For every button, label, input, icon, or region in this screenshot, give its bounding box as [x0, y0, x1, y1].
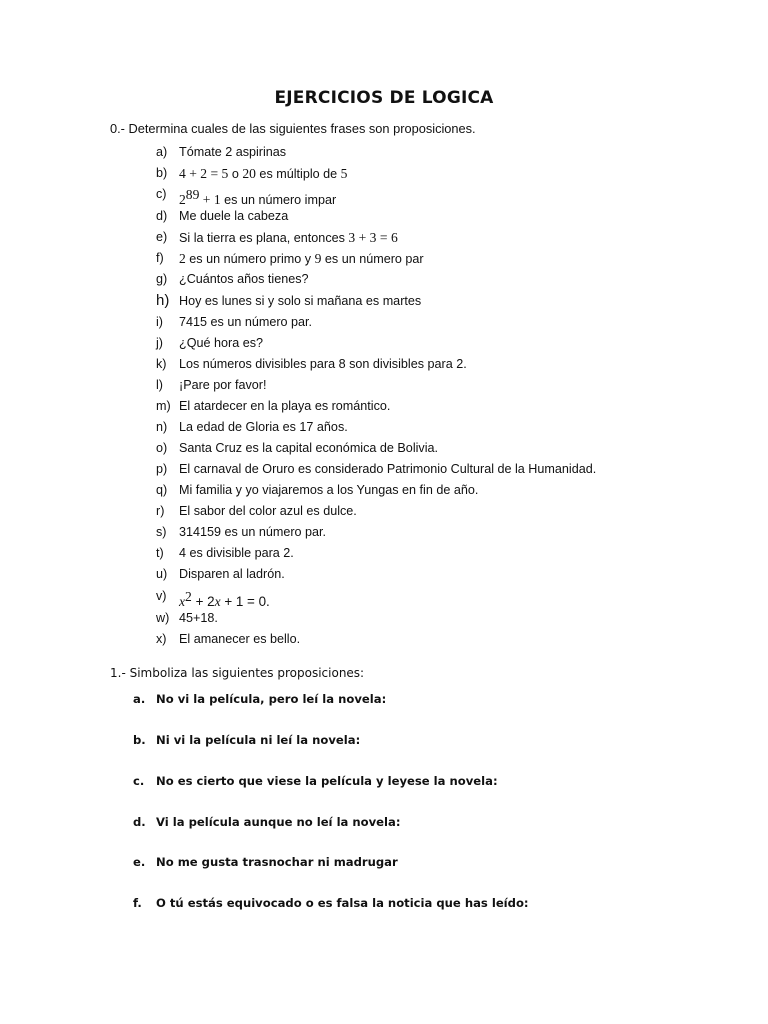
- list-item: w) 45+18.: [156, 611, 218, 625]
- document-page: EJERCICIOS DE LOGICA 0.- Determina cuales de las siguientes frases son proposiciones. a) Tómate 2 aspirinas b) 4 + 2 = 5 o 20 es múltiplo de 5 c) $2^{89} + 1$ es un número impar d) Me duele la cabeza e) Si la tierra es plana, entonces 3 + 3 = 6 f) 2 es un número primo y 9 es un número par g) ¿Cuántos años tienes? h) Hoy es lunes si y solo si mañana es martes i) 7415 es un número par. j) ¿Qué hora es? k) Los números divisibles para 8 son divisibles para 2. l) ¡Pare por favor! m) El atardecer en la playa es romántico. n) La edad de Gloria es 17 años. o) Santa Cruz es la capital económica de Bolivia. p) El carnaval de Oruro es considerado Patrimonio Cultural de la Humanidad. q) Mi familia y yo viajaremos a los Yungas en fin de año. r) El sabor del color azul es dulce. s) 314159 es un número par. t) 4 es divisible para 2. u) Disparen al ladrón. v) $x^2 + 2x + 1 = 0$. w) 45+18. x) El amanecer es bello. 1.- Simboliza las siguientes proposiciones: a. No vi la película, pero leí la novela: b. Ni vi la película ni leí la novela: c. No es cierto que viese la película y leyese la novela: d. Vi la película aunque no leí la novela: e. No me gusta trasnochar ni madrugar f. O tú estás equivocado o es falsa la noticia que has leído:: [0, 0, 768, 1024]
- section-1-prompt: 1.- Simboliza las siguientes proposiciones:: [110, 666, 365, 680]
- list-item: l) ¡Pare por favor!: [156, 378, 267, 392]
- list-item: c) $2^{89} + 1$ es un número impar: [156, 187, 337, 207]
- list-item: r) El sabor del color azul es dulce.: [156, 504, 357, 518]
- list-item: g) ¿Cuántos años tienes?: [156, 272, 309, 286]
- section-0-prompt: 0.- Determina cuales de las siguientes frases son proposiciones.: [110, 121, 476, 136]
- list-item: v) $x^2 + 2x + 1 = 0$.: [156, 589, 270, 609]
- list-item: m) El atardecer en la playa es romántico.: [156, 399, 391, 413]
- list-item: a) Tómate 2 aspirinas: [156, 145, 287, 159]
- list-item: n) La edad de Gloria es 17 años.: [156, 420, 348, 434]
- list-item: i) 7415 es un número par.: [156, 315, 313, 329]
- list-item: p) El carnaval de Oruro es considerado Patrimonio Cultural de la Humanidad.: [156, 462, 597, 476]
- list-item: o) Santa Cruz es la capital económica de Bolivia.: [156, 441, 439, 455]
- list-item: j) ¿Qué hora es?: [156, 336, 264, 350]
- list-item: t) 4 es divisible para 2.: [156, 546, 294, 560]
- list-item: b) 4 + 2 = 5 o 20 es múltiplo de 5: [156, 166, 348, 181]
- list-item: f) 2 es un número primo y 9 es un número par: [156, 251, 424, 266]
- list-item: s) 314159 es un número par.: [156, 525, 327, 539]
- list-item: h) Hoy es lunes si y solo si mañana es martes: [156, 292, 422, 309]
- list-item: x) El amanecer es bello.: [156, 632, 301, 646]
- list-item: k) Los números divisibles para 8 son divisibles para 2.: [156, 357, 467, 371]
- list-item: u) Disparen al ladrón.: [156, 567, 285, 581]
- list-item: q) Mi familia y yo viajaremos a los Yungas en fin de año.: [156, 483, 479, 497]
- list-item: d) Me duele la cabeza: [156, 209, 289, 223]
- page-title: EJERCICIOS DE LOGICA: [274, 88, 494, 108]
- list-item: e) Si la tierra es plana, entonces 3 + 3 = 6: [156, 230, 398, 245]
